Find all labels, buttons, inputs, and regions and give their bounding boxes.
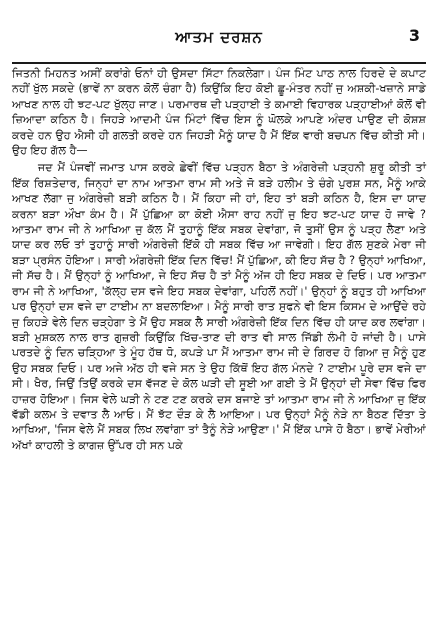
header-divider: [12, 62, 426, 64]
page-number: 3: [408, 26, 420, 45]
running-title: ਆਤਮ ਦਰਸ਼ਨ: [175, 28, 263, 46]
paragraph-2: ਜਦ ਮੈਂ ਪੰਜਵੀਂ ਜਮਾਤ ਪਾਸ ਕਰਕੇ ਛੇਵੀਂ ਵਿੱਚ ਪੜ੍ਹਨ ਬੈਠਾ ਤੇ ਅੰਗਰੇਜ਼ੀ ਪੜ੍ਹਨੀ ਸ਼ੁਰੂ ਕੀਤੀ ਤਾਂ ਇੱਕ ਰਿਸ਼ਤੇਦਾਰ, ਜਿਨ੍ਹਾਂ ਦਾ ਨਾਮ ਆਤਮਾ ਰਾਮ ਸੀ ਅਤੇ ਜੋ ਬੜੇ ਹਲੀਮ ਤੇ ਚੰਗੇ ਪੁਰਸ਼ ਸਨ, ਮੈਨੂੰ ਆਕੇ ਆਖਣ ਲੱਗਾ ਜੁ ਅੰਗਰੇਜ਼ੀ ਬੜੀ ਕਠਿਨ ਹੈ। ਮੈਂ ਕਿਹਾ ਜੀ ਹਾਂ, ਇਹ ਤਾਂ ਬੜੀ ਕਠਿਨ ਹੈ, ਇਸ ਦਾ ਯਾਦ ਕਰਨਾ ਬੜਾ ਔਖਾ ਕੰਮ ਹੈ। ਮੈਂ ਪੁੱਛਿਆ ਕਾ ਕੋਈ ਐਸਾ ਰਾਹ ਨਹੀਂ ਜੁ ਇਹ ਝਟ-ਪਟ ਯਾਦ ਹੋ ਜਾਵੇ ? ਆਤਮਾ ਰਾਮ ਜੀ ਨੇ ਆਖਿਆ ਜੁ ਕੱਲ ਮੈਂ ਤੁਹਾਨੂੰ ਇੱਕ ਸਬਕ ਦੇਵਾਂਗਾ, ਜੋ ਤੁਸੀਂ ਉਸ ਨੂੰ ਪੜ੍ਹ ਲੈਣਾ ਅਤੇ ਯਾਦ ਕਰ ਲਓ ਤਾਂ ਤੁਹਾਨੂੰ ਸਾਰੀ ਅੰਗਰੇਜ਼ੀ ਇੱਕੋ ਹੀ ਸਬਕ ਵਿੱਚ ਆ ਜਾਵੇਗੀ। ਇਹ ਗੱਲ ਸੁਣਕੇ ਮੇਰਾ ਜੀ ਬੜਾ ਪ੍ਰਸੰਨ ਹੋਇਆ। ਸਾਰੀ ਅੰਗਰੇਜ਼ੀ ਇੱਕ ਦਿਨ ਵਿੱਚ! ਮੈਂ ਪੁੱਛਿਆ, ਕੀ ਇਹ ਸੱਚ ਹੈ ? ਉਨ੍ਹਾਂ ਆਖਿਆ, ਜੀ ਸੱਚ ਹੈ। ਮੈਂ ਉਨ੍ਹਾਂ ਨੂੰ ਆਖਿਆ, ਜੇ ਇਹ ਸੱਚ ਹੈ ਤਾਂ ਮੈਨੂੰ ਅੱਜ ਹੀ ਇਹ ਸਬਕ ਦੇ ਦਿਓ। ਪਰ ਆਤਮਾ ਰਾਮ ਜੀ ਨੇ ਆਖਿਆ, 'ਕੱਲ੍ਹ ਦਸ ਵਜੇ ਇਹ ਸਬਕ ਦੇਵਾਂਗਾ, ਪਹਿਲੋਂ ਨਹੀਂ।' ਉਨ੍ਹਾਂ ਨੂੰ ਬਹੁਤ ਹੀ ਆਖਿਆ ਪਰ ਉਨ੍ਹਾਂ ਦਸ ਵਜੇ ਦਾ ਟਾਈਮ ਨਾ ਬਦਲਾਇਆ। ਮੈਨੂੰ ਸਾਰੀ ਰਾਤ ਸੁਫਨੇ ਵੀ ਇਸ ਕਿਸਮ ਦੇ ਆਉਂਦੇ ਰਹੇ ਜੁ ਕਿਹੜੇ ਵੇਲੇ ਦਿਨ ਚੜ੍ਹੇਗਾ ਤੇ ਮੈਂ ਉਹ ਸਬਕ ਲੈ ਸਾਰੀ ਅੰਗਰੇਜ਼ੀ ਇੱਕ ਦਿਨ ਵਿੱਚ ਹੀ ਯਾਦ ਕਰ ਲਵਾਂਗਾ। ਬੜੀ ਮੁਸ਼ਕਲ ਨਾਲ ਰਾਤ ਗੁਜ਼ਰੀ ਕਿਉਂਕਿ ਖਿੱਚ-ਤਾਣ ਦੀ ਰਾਤ ਵੀ ਸਾਲ ਜਿੱਡੀ ਲੰਮੀ ਹੋ ਜਾਂਦੀ ਹੈ। ਪਾਸੇ ਪਰਤਦੇ ਨੂੰ ਦਿਨ ਚੜ੍ਹਿਆ ਤੇ ਮੂੰਹ ਹੱਥ ਧੋ, ਕਪੜੇ ਪਾ ਮੈਂ ਆਤਮਾ ਰਾਮ ਜੀ ਦੇ ਗਿਰਦ ਹੋ ਗਿਆ ਜੁ ਮੈਨੂੰ ਹੁਣ ਉਹ ਸਬਕ ਦਿਓ। ਪਰ ਅਜੇ ਅੱਠ ਹੀ ਵਜੇ ਸਨ ਤੇ ਉਹ ਕਿੱਥੋਂ ਇਹ ਗੱਲ ਮੰਨਦੇ ? ਟਾਈਮ ਪੂਰੇ ਦਸ ਵਜੇ ਦਾ ਸੀ। ਖੈਰ, ਜਿਉਂ ਤਿਉਂ ਕਰਕੇ ਦਸ ਵੱਜਣ ਦੇ ਕੋਲ ਘੜੀ ਦੀ ਸੂਈ ਆ ਗਈ ਤੇ ਮੈਂ ਉਨ੍ਹਾਂ ਦੀ ਸੇਵਾ ਵਿੱਚ ਫਿਰ ਹਾਜ਼ਰ ਹੋਇਆ। ਜਿਸ ਵੇਲੇ ਘੜੀ ਨੇ ਟਣ ਟਣ ਕਰਕੇ ਦਸ ਬਜਾਏ ਤਾਂ ਆਤਮਾ ਰਾਮ ਜੀ ਨੇ ਆਖਿਆ ਜੁ ਇੱਕ ਵੱਡੀ ਕਲਮ ਤੇ ਦਵਾਤ ਲੈ ਆਓ। ਮੈਂ ਝੱਟ ਦੌੜ ਕੇ ਲੈ ਆਇਆ। ਪਰ ਉਨ੍ਹਾਂ ਮੈਨੂੰ ਨੇੜੇ ਨਾ ਬੈਠਣ ਦਿੱਤਾ ਤੇ ਆਖਿਆ, 'ਜਿਸ ਵੇਲੇ ਮੈਂ ਸਬਕ ਲਿਖ ਲਵਾਂਗਾ ਤਾਂ ਤੈਨੂੰ ਨੇੜੇ ਆਉਣਾ।' ਮੈਂ ਇੱਕ ਪਾਸੇ ਹੋ ਬੈਠਾ। ਭਾਵੇਂ ਮੇਰੀਆਂ ਅੱਖਾਂ ਕਾਹਲੀ ਤੇ ਕਾਗਜ਼ ਉੱਪਰ ਹੀ ਸਨ ਪਕੇ: [12, 161, 426, 452]
paragraph-1: ਜਿਤਨੀ ਮਿਹਨਤ ਅਸੀਂ ਕਰਾਂਗੇ ਓਨਾਂ ਹੀ ਉਸਦਾ ਸਿੱਟਾ ਨਿਕਲੇਗਾ। ਪੰਜ ਮਿੰਟ ਪਾਠ ਨਾਲ ਹਿਰਦੇ ਦੇ ਕਪਾਟ ਨਹੀਂ ਖੁੱਲ ਸਕਦੇ (ਭਾਵੇਂ ਨਾ ਕਰਨ ਕੋਲੋਂ ਚੰਗਾ ਹੈ) ਕਿਉਂਕਿ ਇਹ ਕੋਈ ਛੂ-ਮੰਤਰ ਨਹੀਂ ਜੁ ਅਸ਼ਕੀ-ਖਜ਼ਾਨੇ ਸਾਡੇ ਆਖਣ ਨਾਲ ਹੀ ਝਟ-ਪਟ ਖੁੱਲ੍ਹ ਜਾਣ। ਪਰਮਾਰਥ ਦੀ ਪੜ੍ਹਾਈ ਤੇ ਕਮਾਈ ਵਿਹਾਰਕ ਪੜ੍ਹਾਈਆਂ ਕੋਲੋਂ ਵੀ ਜ਼ਿਆਦਾ ਕਠਿਨ ਹੈ। ਜਿਹੜੇ ਆਦਮੀ ਪੰਜ ਮਿੰਟਾਂ ਵਿੱਚ ਇਸ ਨੂੰ ਘੋਲਕੇ ਆਪਣੇ ਅੰਦਰ ਪਾਉਣ ਦੀ ਕੋਸ਼ਸ਼ ਕਰਦੇ ਹਨ ਉਹ ਐਸੀ ਹੀ ਗਲਤੀ ਕਰਦੇ ਹਨ ਜਿਹੜੀ ਮੈਨੂੰ ਯਾਦ ਹੈ ਮੈਂ ਇੱਕ ਵਾਰੀ ਬਚਪਨ ਵਿੱਚ ਕੀਤੀ ਸੀ। ਉਹ ਇਹ ਗੱਲ ਹੈ—: [12, 67, 426, 158]
page-header: [12, 18, 426, 62]
body-text: [12, 66, 426, 455]
